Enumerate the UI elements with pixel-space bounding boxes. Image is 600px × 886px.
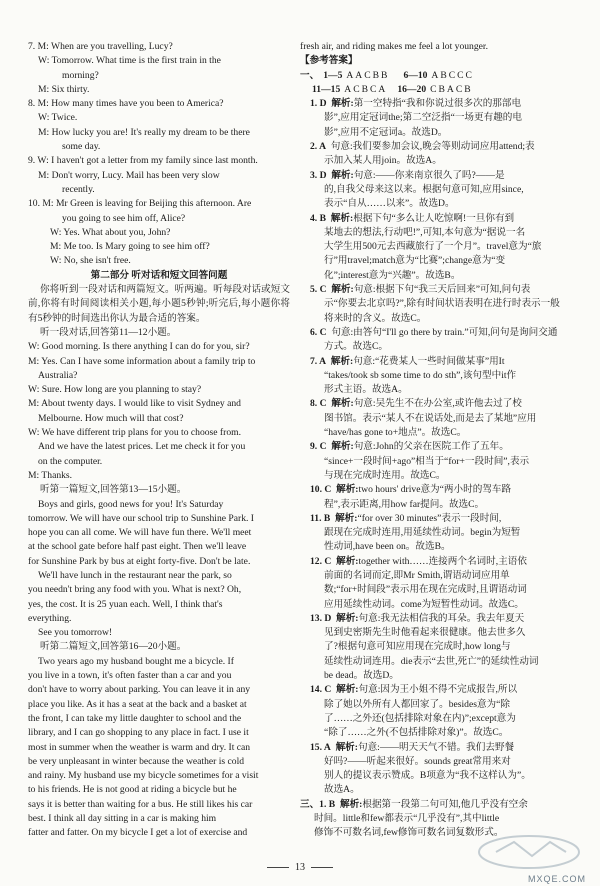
passage-line: library, and I can go shopping to any place in fact. I use it bbox=[28, 727, 249, 739]
explanation-line: 某地去的想法,行动吧!”,可知,本句意为“据说一名 bbox=[324, 226, 526, 238]
passage-line: everything. bbox=[28, 612, 72, 624]
explanation-item bbox=[300, 283, 576, 326]
item-number: 14. C bbox=[310, 684, 332, 696]
answer-range: 11—15 bbox=[312, 83, 341, 95]
dialog-10 bbox=[28, 197, 290, 268]
item-number: 4. B bbox=[310, 212, 326, 224]
explanation-line: 应用延续性动词。come为短暂性动词。故选C。 bbox=[324, 598, 524, 610]
explanation-line: 的,自我父母来这以来。根据句意可知,应用since, bbox=[324, 183, 524, 195]
explanation-line: “have/has gone to+地点”。故选C。 bbox=[324, 427, 467, 439]
item-number: 2. A bbox=[310, 141, 326, 153]
explanation-line: 将来时的含义。故选C。 bbox=[324, 312, 427, 324]
dialog-line: Australia? bbox=[38, 369, 78, 381]
analysis-tag: 解析: bbox=[330, 355, 354, 367]
part2-intro: 你将听到一段对话和两篇短文。听两遍。听每段对话或短文前,你将有时间阅读相关小题,每小题5秒钟;听完后,每小题你将有5秒钟的时间选出你认为最合适的答案。 bbox=[28, 284, 290, 324]
analysis-tag: 解析: bbox=[331, 284, 354, 296]
dialog-line: 7. M: When are you travelling, Lucy? bbox=[28, 41, 173, 52]
explanation-line: 前面的名词而定,即Mr Smith,谓语动词应用单 bbox=[324, 569, 510, 581]
explanation-item bbox=[300, 483, 576, 512]
explanation-line: “since+一段时间+ago”相当于“for+一段时间”,表示 bbox=[324, 455, 530, 467]
explanation-item bbox=[300, 140, 576, 169]
passage-line: yes, the cost. It is 25 yuan each. Well, I think that's bbox=[28, 598, 223, 610]
dialog-line: 9. W: I haven't got a letter from my family since last month. bbox=[28, 155, 258, 167]
dialog-line: M: About twenty days. I would like to visit Sydney and bbox=[28, 398, 241, 410]
answer-row bbox=[300, 83, 576, 97]
explanation-line: 化”;interest意为“兴趣”。故选B。 bbox=[324, 269, 461, 281]
explanation-item bbox=[300, 326, 576, 355]
explanation-item bbox=[300, 741, 576, 798]
dialog-line: And we have the latest prices. Let me check it for you bbox=[38, 441, 246, 453]
explanation-line bbox=[310, 169, 576, 183]
answers-title: 【参考答案】 bbox=[300, 55, 358, 67]
explanation-text: two hours' drive意为“两小时的驾车路 bbox=[358, 484, 512, 496]
passage2-intro: 听第二篇短文,回答第16—20小题。 bbox=[40, 641, 187, 653]
explanation-line bbox=[310, 741, 576, 755]
analysis-tag: 解析: bbox=[335, 512, 358, 524]
passage-line: says it is better than waiting for a bus. He still likes his car bbox=[28, 798, 253, 810]
answer-row bbox=[300, 69, 576, 83]
passage-1 bbox=[28, 498, 290, 641]
dialog-line: W: Sure. How long are you planning to stay? bbox=[28, 384, 202, 396]
dialog-line: M: Me too. Is Mary going to see him off? bbox=[50, 241, 210, 253]
dialog-line: M: Six thirty. bbox=[38, 83, 90, 95]
footer-dash bbox=[311, 867, 333, 868]
passage-line: the front, I can take my little daughter to school and the bbox=[28, 712, 242, 724]
item-number: 1. D bbox=[310, 98, 327, 110]
analysis-tag: 解析: bbox=[339, 798, 363, 810]
explanation-item bbox=[300, 555, 576, 612]
explanation-line: 了……之外还(包括排除对象在内)”;except意为 bbox=[324, 712, 516, 724]
explanation-list bbox=[300, 97, 576, 840]
explanation-item bbox=[300, 612, 576, 683]
passage-line: most in summer when the weather is warm and dry. It can bbox=[28, 741, 251, 753]
explanation-line: 影”,应用定冠词the;第二空泛指“一场更有趣的电 bbox=[324, 112, 522, 124]
explanation-line bbox=[310, 683, 576, 697]
analysis-tag: 解析: bbox=[336, 684, 359, 696]
dialog-line: 10. M: Mr Green is leaving for Beijing this afternoon. Are bbox=[28, 198, 252, 210]
passage-line: for Sunshine Park by bus at eight forty-five. Don't be late. bbox=[28, 555, 251, 567]
explanation-line: 示“你要去北京吗?”,除有时间状语表明在进行时表示一般 bbox=[324, 298, 560, 310]
explanation-item bbox=[300, 512, 576, 555]
dialog-line: on the computer. bbox=[38, 455, 103, 467]
item-number: 7. A bbox=[310, 355, 326, 367]
analysis-tag: 解析: bbox=[331, 398, 354, 410]
analysis-tag: 解析: bbox=[335, 741, 358, 753]
item-number: 6. C bbox=[310, 326, 327, 338]
explanation-line: 大学生用500元去西藏旅行了一个月”。travel意为“旅 bbox=[324, 241, 542, 253]
passage-line: be very unpleasant in winter because the weather is cold bbox=[28, 755, 245, 767]
dialog-line: W: Good morning. Is there anything I can do for you, sir? bbox=[28, 341, 250, 353]
explanation-line bbox=[310, 483, 576, 497]
watermark-logo bbox=[474, 832, 584, 876]
explanation-line: 见到史密斯先生时他看起来很健康。他去世多久 bbox=[324, 627, 526, 639]
explanation-text: 句意:因为王小姐不得不完成报告,所以 bbox=[358, 684, 518, 696]
explanation-line: 与现在完成时连用。故选C。 bbox=[324, 469, 446, 481]
explanation-line bbox=[310, 326, 576, 340]
explanation-line bbox=[310, 355, 576, 369]
dialog-line: W: Twice. bbox=[38, 112, 78, 124]
explanation-line bbox=[310, 555, 576, 569]
explanation-item bbox=[300, 440, 576, 483]
answer-range: 6—10 bbox=[403, 69, 428, 81]
explanation-item bbox=[300, 212, 576, 283]
explanation-line: 程”,表示距离,用how far提问。故选C。 bbox=[324, 498, 485, 510]
dialog-7 bbox=[28, 40, 290, 97]
explanation-line: 示加入某人用join。故选A。 bbox=[324, 155, 442, 167]
explanation-line: 影”,应用不定冠词a。故选D。 bbox=[324, 126, 448, 138]
explanation-text: “for over 30 minutes”表示一段时间, bbox=[357, 512, 502, 524]
explanation-line: 了?根据句意可知应用现在完成时,how long与 bbox=[324, 641, 511, 653]
dialog-line: M: How lucky you are! It's really my dream to be there bbox=[38, 126, 250, 138]
explanation-item bbox=[300, 355, 576, 398]
passage-line: place you like. As it has a seat at the back and a basket at bbox=[28, 698, 247, 710]
dialog-line: W: Yes. What about you, John? bbox=[50, 226, 171, 238]
explanation-text: 第一空特指“我和你说过很多次的那部电 bbox=[353, 98, 522, 110]
analysis-tag: 解析: bbox=[331, 98, 354, 110]
explanation-line: 跟现在完成时连用,用延续性动词。begin为短暂 bbox=[324, 527, 521, 539]
explanation-text: 根据第一段第二句可知,他几乎没有空余 bbox=[362, 798, 528, 810]
explanation-text: 句意:John的父亲在医院工作了五年。 bbox=[353, 441, 509, 453]
analysis-tag: 解析: bbox=[331, 169, 354, 181]
dialog-intro: 听一段对话,回答第11—12小题。 bbox=[40, 326, 177, 338]
explanation-line: 好吗?——听起来很好。sounds great常用来对 bbox=[324, 755, 511, 767]
item-number: 8. C bbox=[310, 398, 327, 410]
explanation-line: 延续性动词连用。die表示“去世,死亡”的延续性动词 bbox=[324, 655, 539, 667]
item-number: 13. D bbox=[310, 612, 332, 624]
dialog-line: you going to see him off, Alice? bbox=[62, 212, 186, 224]
item-number: 11. B bbox=[310, 512, 331, 524]
dialog-line: morning? bbox=[62, 69, 99, 81]
explanation-text: 句意:——明天天气不错。我们去野餐 bbox=[357, 741, 515, 753]
explanation-line: 数;“for+时间段”表示用在现在完成时,且谓语动词 bbox=[324, 584, 527, 596]
dialog-line: some day. bbox=[62, 141, 101, 153]
dialog-line: W: Tomorrow. What time is the first train in the bbox=[38, 55, 221, 67]
part2-title: 第二部分 听对话和短文回答问题 bbox=[90, 269, 228, 281]
explanation-line: 形式主语。故选A。 bbox=[324, 384, 408, 396]
page-number: 13 bbox=[295, 862, 305, 873]
answer-values: ABCCC bbox=[431, 69, 474, 81]
explanation-line: 表示“自从……以来”。故选D。 bbox=[324, 198, 455, 210]
right-column bbox=[300, 40, 576, 841]
dialog-9 bbox=[28, 154, 290, 197]
left-column bbox=[28, 40, 290, 841]
explanation-line: 行”用travel;match意为“比赛”;change意为“变 bbox=[324, 255, 506, 267]
explanation-line bbox=[310, 212, 576, 226]
explanation-text: 句意:吴先生不在办公室,或许他去过了校 bbox=[353, 398, 522, 410]
item-number: 5. C bbox=[310, 284, 327, 296]
item-number: 15. A bbox=[310, 741, 331, 753]
analysis-tag: 解析: bbox=[331, 441, 354, 453]
dialog-line: M: Thanks. bbox=[28, 469, 73, 481]
passage-line: hope you can all come. We will have fun there. We'll meet bbox=[28, 527, 252, 539]
explanation-line bbox=[310, 512, 576, 526]
answer-values: AACBB bbox=[346, 69, 390, 81]
explanation-line bbox=[310, 140, 576, 154]
dialog-line: W: We have different trip plans for you to choose from. bbox=[28, 427, 241, 439]
explanation-line: 性动词,have been on。故选B。 bbox=[324, 541, 451, 553]
explanation-line bbox=[300, 798, 576, 812]
analysis-tag: 解析: bbox=[336, 484, 359, 496]
section-label: 一、 bbox=[300, 69, 320, 81]
analysis-tag: 解析: bbox=[330, 212, 354, 224]
passage-line: to his friends. He is not good at riding a bicycle but he bbox=[28, 784, 237, 796]
dialog-11-12 bbox=[28, 340, 290, 483]
item-number: 12. C bbox=[310, 555, 332, 567]
dialog-line: Melbourne. How much will that cost? bbox=[38, 412, 184, 424]
watermark-text: MXQE.COM bbox=[527, 874, 586, 884]
explanation-text: 根据下句“多么让人吃惊啊!一旦你有到 bbox=[353, 212, 515, 224]
dialog-line: M: Yes. Can I have some information about a family trip to bbox=[28, 355, 256, 367]
analysis-tag: 解析: bbox=[336, 612, 359, 624]
dialog-line: W: No, she isn't free. bbox=[50, 255, 131, 267]
passage-line: at the school gate before half past eight. Then we'll leave bbox=[28, 541, 247, 553]
explanation-item bbox=[300, 683, 576, 740]
explanation-text: 句意:“花费某人一些时间做某事”用It bbox=[353, 355, 505, 367]
footer-dash bbox=[267, 867, 289, 868]
passage-line: We'll have lunch in the restaurant near the park, so bbox=[38, 569, 232, 581]
item-number: 3. D bbox=[310, 169, 327, 181]
explanation-line bbox=[310, 97, 576, 111]
answer-range: 1—5 bbox=[323, 69, 343, 81]
dialog-line: 8. M: How many times have you been to America? bbox=[28, 98, 224, 110]
explanation-line bbox=[310, 440, 576, 454]
explanation-text: 句意:——你来南京很久了吗?——是 bbox=[353, 169, 505, 181]
explanation-item bbox=[300, 397, 576, 440]
explanation-line: “除了……之外(不包括排除对象)”。故选C。 bbox=[324, 727, 509, 739]
explanation-line: 修饰不可数名词,few修饰可数名词复数形式。 bbox=[314, 827, 504, 839]
answer-values: CBACB bbox=[430, 83, 473, 95]
item-number: 10. C bbox=[310, 484, 332, 496]
passage-continuation: fresh air, and riding makes me feel a lot younger. bbox=[300, 41, 488, 52]
passage1-intro: 听第一篇短文,回答第13—15小题。 bbox=[40, 484, 187, 496]
explanation-line bbox=[310, 397, 576, 411]
answer-range: 16—20 bbox=[397, 83, 427, 95]
dialog-8 bbox=[28, 97, 290, 154]
passage-line: best. I think all day sitting in a car is making him bbox=[28, 813, 217, 825]
passage-line: and rainy. My husband use my bicycle sometimes for a visit bbox=[28, 770, 259, 782]
explanation-line: 除了她以外所有人都回家了。besides意为“除 bbox=[324, 698, 511, 710]
passage-2 bbox=[28, 655, 290, 841]
explanation-item bbox=[300, 169, 576, 212]
dialog-line: recently. bbox=[62, 183, 95, 195]
passage-line: fatter and fatter. On my bicycle I get a lot of exercise and bbox=[28, 827, 248, 839]
explanation-line: 故选A。 bbox=[324, 784, 360, 796]
explanation-text: 句意:根据下句“我三天后回来”可知,问句表 bbox=[353, 284, 531, 296]
item-number: 9. C bbox=[310, 441, 327, 453]
passage-line: tomorrow. We will have our school trip to Sunshine Park. I bbox=[28, 512, 254, 524]
explanation-line: 时间。little和few都表示“几乎没有”,其中little bbox=[314, 813, 500, 825]
explanation-line: 图书馆。表示“某人不在说话处,而是去了某地”应用 bbox=[324, 412, 537, 424]
item-number: 三、1. B bbox=[300, 798, 336, 810]
explanation-text: 句意:我们要参加会议,晚会等则动词应用attend;表 bbox=[330, 141, 535, 153]
analysis-tag: 解析: bbox=[336, 555, 359, 567]
passage-line: you needn't bring any food with you. What is next? Oh, bbox=[28, 584, 242, 596]
passage-line: Two years ago my husband bought me a bicycle. If bbox=[38, 655, 234, 667]
dialog-line: M: Don't worry, Lucy. Mail has been very slow bbox=[38, 169, 220, 181]
explanation-line: 方式。故选C。 bbox=[324, 341, 388, 353]
passage-line: don't have to worry about parking. You can leave it in any bbox=[28, 684, 251, 696]
explanation-text: 句意:我无法相信我的耳朵。我去年夏天 bbox=[358, 612, 525, 624]
explanation-line: 别人的提议表示赞成。B项意为“我不这样认为”。 bbox=[324, 770, 531, 782]
explanation-item bbox=[300, 97, 576, 140]
explanation-line bbox=[310, 612, 576, 626]
passage-line: Boys and girls, good news for you! It's Saturday bbox=[38, 498, 224, 510]
explanation-text: together with……连接两个名词时,主语依 bbox=[358, 555, 527, 567]
answer-values: ACBCA bbox=[344, 83, 388, 95]
explanation-line bbox=[310, 283, 576, 297]
explanation-line: be dead。故选D。 bbox=[324, 670, 399, 682]
passage-line: you live in a town, it's often faster than a car and you bbox=[28, 670, 232, 682]
explanation-text: 句意:由答句“I'll go there by train.”可知,问句是询问交通 bbox=[331, 326, 558, 338]
passage-line: See you tomorrow! bbox=[38, 627, 113, 639]
explanation-line: “takes/took sb some time to do sth”,该句型中it作 bbox=[324, 369, 517, 381]
